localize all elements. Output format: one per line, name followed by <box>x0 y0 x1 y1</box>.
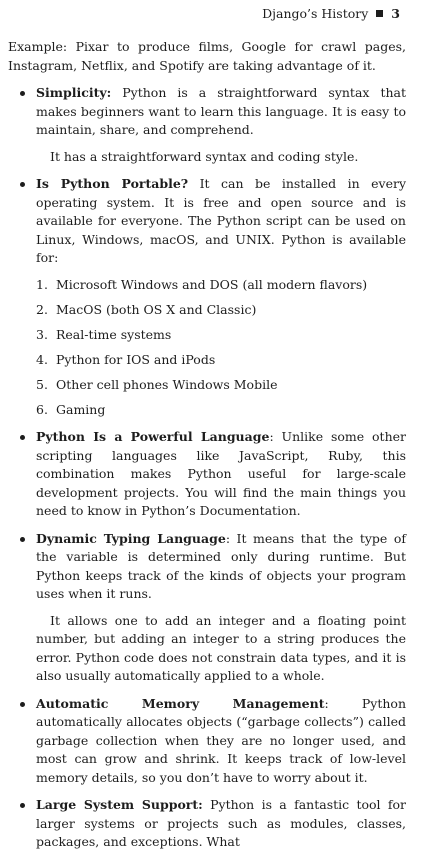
item-text: : It means that the type of the variable is determined only during runtime. But Python keeps track of the kinds of objects your program uses when it runs. <box>36 530 407 601</box>
list-item <box>8 175 406 419</box>
item-label: Automatic Memory Management <box>36 695 325 711</box>
page-number: 3 <box>391 6 400 21</box>
item-subparagraph: It allows one to add an integer and a floating point number, but adding an integer to a string produces the error. Python code does not constrain data types, and it is also usually automatically applied to a whole. <box>36 612 406 683</box>
list-item <box>8 530 406 686</box>
intro-paragraph: Example: Pixar to produce films, Google for crawl pages, Instagram, Netflix, and Spotify are taking advantage of it. <box>8 39 406 73</box>
item-text: : Unlike some other scripting languages like JavaScript, Ruby, this combination makes Python useful for large-scale development projects. You will find the main things you need to know in Python’s Documentation. <box>36 429 406 518</box>
running-header <box>262 6 400 21</box>
item-label: Is Python Portable? <box>36 176 189 191</box>
item-label: Large System Support: <box>36 797 203 812</box>
item-label: Simplicity: <box>36 85 112 100</box>
item-label: Python Is a Powerful Language <box>36 429 270 444</box>
item-text: : Python automatically allocates objects (“garbage collects”) called garbage collection when they are no longer used, and most can grow and shrink. It keeps track of low-level memory details, so you don’t have to worry about it. <box>36 695 406 785</box>
item-text: Python is a straightforward syntax that makes beginners want to learn this language. It is easy to maintain, share, and comprehend. <box>36 85 406 137</box>
platform-item: 6. Gaming <box>36 401 106 417</box>
platform-item: 1. Microsoft Windows and DOS (all modern flavors) <box>36 276 368 292</box>
item-text: Python is a fantastic tool for larger systems or projects such as modules, classes, packages, and exceptions. What <box>36 797 406 849</box>
platform-item: 4. Python for IOS and iPods <box>36 351 216 367</box>
platform-item: 2. MacOS (both OS X and Classic) <box>36 301 257 317</box>
chapter-title: Django’s History <box>262 6 369 21</box>
item-label: Dynamic Typing Language <box>36 530 226 546</box>
item-text: It can be installed in every operating system. It is free and open source and is available for everyone. The Python script can be used on Linux, Windows, macOS, and UNIX. Python is available for: <box>36 176 407 265</box>
platform-item: 5. Other cell phones Windows Mobile <box>36 376 278 392</box>
list-item <box>8 84 406 166</box>
list-item <box>8 428 406 521</box>
list-item <box>8 796 406 852</box>
square-separator-icon <box>376 10 383 17</box>
item-subparagraph: It has a straightforward syntax and coding style. <box>50 148 359 164</box>
page-body <box>8 38 406 861</box>
platform-list <box>36 276 406 420</box>
list-item <box>8 695 406 788</box>
feature-list <box>8 84 406 852</box>
platform-item: 3. Real-time systems <box>36 326 172 342</box>
